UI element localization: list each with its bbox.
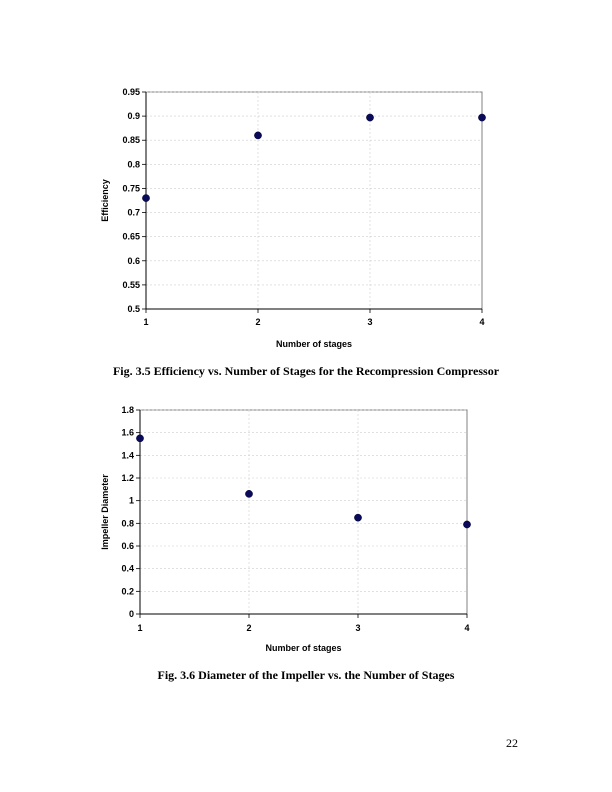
y-tick-label: 0.7 <box>127 207 140 218</box>
impeller-diameter-chart <box>0 398 612 660</box>
y-tick-label: 0.9 <box>127 111 140 122</box>
y-tick-label: 0 <box>128 609 134 619</box>
y-axis-label: Efficiency <box>100 179 110 222</box>
x-axis-label: Number of stages <box>265 643 342 653</box>
x-tick-label: 4 <box>479 317 485 327</box>
y-tick-label: 1.4 <box>121 450 134 461</box>
y-tick-label: 0.6 <box>121 541 134 551</box>
y-tick-label: 0.4 <box>121 563 134 574</box>
y-tick-label: 0.5 <box>127 304 140 314</box>
x-tick-label: 4 <box>464 623 470 633</box>
plot-area <box>140 410 467 614</box>
page-number: 22 <box>506 736 518 750</box>
x-tick-label: 3 <box>355 623 361 633</box>
efficiency-chart <box>0 80 612 360</box>
figure-3-6-caption: Fig. 3.6 Diameter of the Impeller vs. the Number of Stages <box>157 668 455 682</box>
data-point <box>142 194 149 201</box>
y-tick-label: 0.85 <box>122 135 140 146</box>
x-tick-label: 2 <box>246 623 252 633</box>
data-point <box>478 114 485 121</box>
x-tick-label: 2 <box>255 317 261 327</box>
y-tick-label: 0.65 <box>122 231 140 242</box>
x-tick-label: 1 <box>143 317 149 327</box>
data-point <box>463 521 470 528</box>
y-tick-label: 0.8 <box>127 159 140 170</box>
y-tick-label: 1 <box>128 495 134 506</box>
y-tick-label: 0.8 <box>121 518 134 529</box>
x-tick-label: 1 <box>137 623 143 633</box>
y-tick-label: 0.2 <box>121 586 134 597</box>
plot-area <box>146 92 482 309</box>
y-tick-label: 1.2 <box>121 473 134 483</box>
data-point <box>245 490 252 497</box>
figure-3-5-caption: Fig. 3.5 Efficiency vs. Number of Stages for the Recompression Compressor <box>112 364 500 378</box>
y-tick-label: 0.95 <box>122 87 140 97</box>
y-tick-label: 0.6 <box>127 255 140 266</box>
data-point <box>354 514 361 521</box>
x-axis-label: Number of stages <box>275 339 353 349</box>
data-point <box>136 435 143 442</box>
y-axis-label: Impeller Diameter <box>100 474 110 550</box>
y-tick-label: 0.55 <box>122 279 140 290</box>
data-point <box>254 132 261 139</box>
y-tick-label: 1.8 <box>121 405 134 415</box>
data-point <box>366 114 373 121</box>
y-tick-label: 0.75 <box>122 183 140 194</box>
y-tick-label: 1.6 <box>121 427 134 438</box>
x-tick-label: 3 <box>367 317 373 327</box>
